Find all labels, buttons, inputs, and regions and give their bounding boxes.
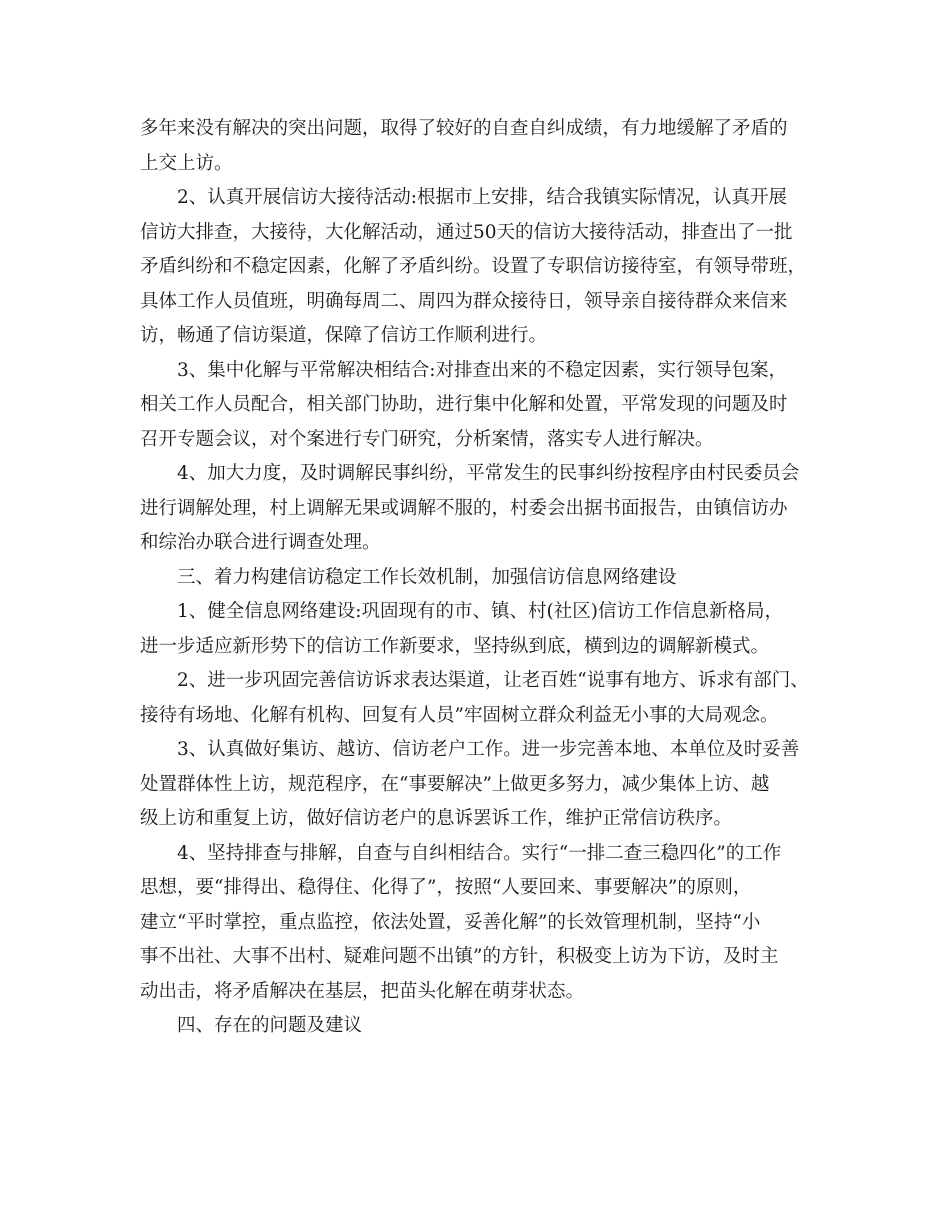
paragraph-line: 动出击，将矛盾解决在基层，把苗头化解在萌芽状态。 [140,980,585,1002]
paragraph-line: 处置群体性上访，规范程序，在“事要解决”上做更多努力，减少集体上访、越 [140,773,770,795]
paragraph-line: 具体工作人员值班，明确每周二、周四为群众接待日，领导亲自接待群众来信来 [140,290,788,312]
paragraph-first-line: 三、着力构建信访稳定工作长效机制，加强信访信息网络建设 [177,566,677,588]
paragraph-line: 矛盾纠纷和不稳定因素，化解了矛盾纠纷。设置了专职信访接待室，有领导带班， [140,256,807,277]
paragraph-first-line: 四、存在的问题及建议 [177,1015,363,1036]
paragraph-line: 进行调解处理，村上调解无果或调解不服的，村委会出据书面报告，由镇信访办 [140,497,788,519]
paragraph-first-line: 3、集中化解与平常解决相结合:对排查出来的不稳定因素，实行领导包案， [177,359,788,381]
paragraph-first-line: 1、健全信息网络建设:巩固现有的市、镇、村(社区)信访工作信息新格局， [177,601,783,622]
paragraph-line: 事不出社、大事不出村、疑难问题不出镇”的方针，积极变上访为下访，及时主 [140,946,779,967]
paragraph-line: 相关工作人员配合，相关部门协助，进行集中化解和处置，平常发现的问题及时 [140,394,788,415]
paragraph-line: 建立“平时掌控，重点监控，依法处置，妥善化解”的长效管理机制，坚持“小 [140,911,761,933]
paragraph-line: 召开专题会议，对个案进行专门研究，分析案情，落实专人进行解决。 [140,428,714,450]
paragraph-first-line: 2、进一步巩固完善信访诉求表达渠道，让老百姓“说事有地方、诉求有部门、 [177,670,809,691]
paragraph-line: 访，畅通了信访渠道，保障了信访工作顺利进行。 [140,325,548,346]
paragraph-first-line: 4、加大力度，及时调解民事纠纷，平常发生的民事纠纷按程序由村民委员会 [177,463,800,484]
paragraph-first-line: 2、认真开展信访大接待活动:根据市上安排，结合我镇实际情况，认真开展 [177,187,788,208]
paragraph-line: 和综治办联合进行调查处理。 [140,532,381,553]
paragraph-line: 级上访和重复上访，做好信访老户的息诉罢诉工作，维护正常信访秩序。 [140,808,733,829]
paragraph-first-line: 4、坚持排查与排解，自查与自纠相结合。实行“一排二查三稳四化”的工作 [177,842,782,864]
paragraph-first-line: 3、认真做好集访、越访、信访老户工作。进一步完善本地、本单位及时妥善 [177,739,800,760]
paragraph-line: 信访大排查，大接待，大化解活动，通过50天的信访大接待活动，排查出了一批 [140,221,793,243]
paragraph-line: 思想，要“排得出、稳得住、化得了”，按照“人要回来、事要解决”的原则， [140,877,752,898]
paragraph-line: 进一步适应新形势下的信访工作新要求，坚持纵到底，横到边的调解新模式。 [140,635,770,657]
document-body [140,112,820,1044]
paragraph-line: 多年来没有解决的突出问题，取得了较好的自查自纠成绩，有力地缓解了矛盾的 [140,118,788,139]
paragraph-line: 接待有场地、化解有机构、回复有人员”牢固树立群众利益无小事的大局观念。 [140,704,779,726]
paragraph-line: 上交上访。 [140,152,233,174]
